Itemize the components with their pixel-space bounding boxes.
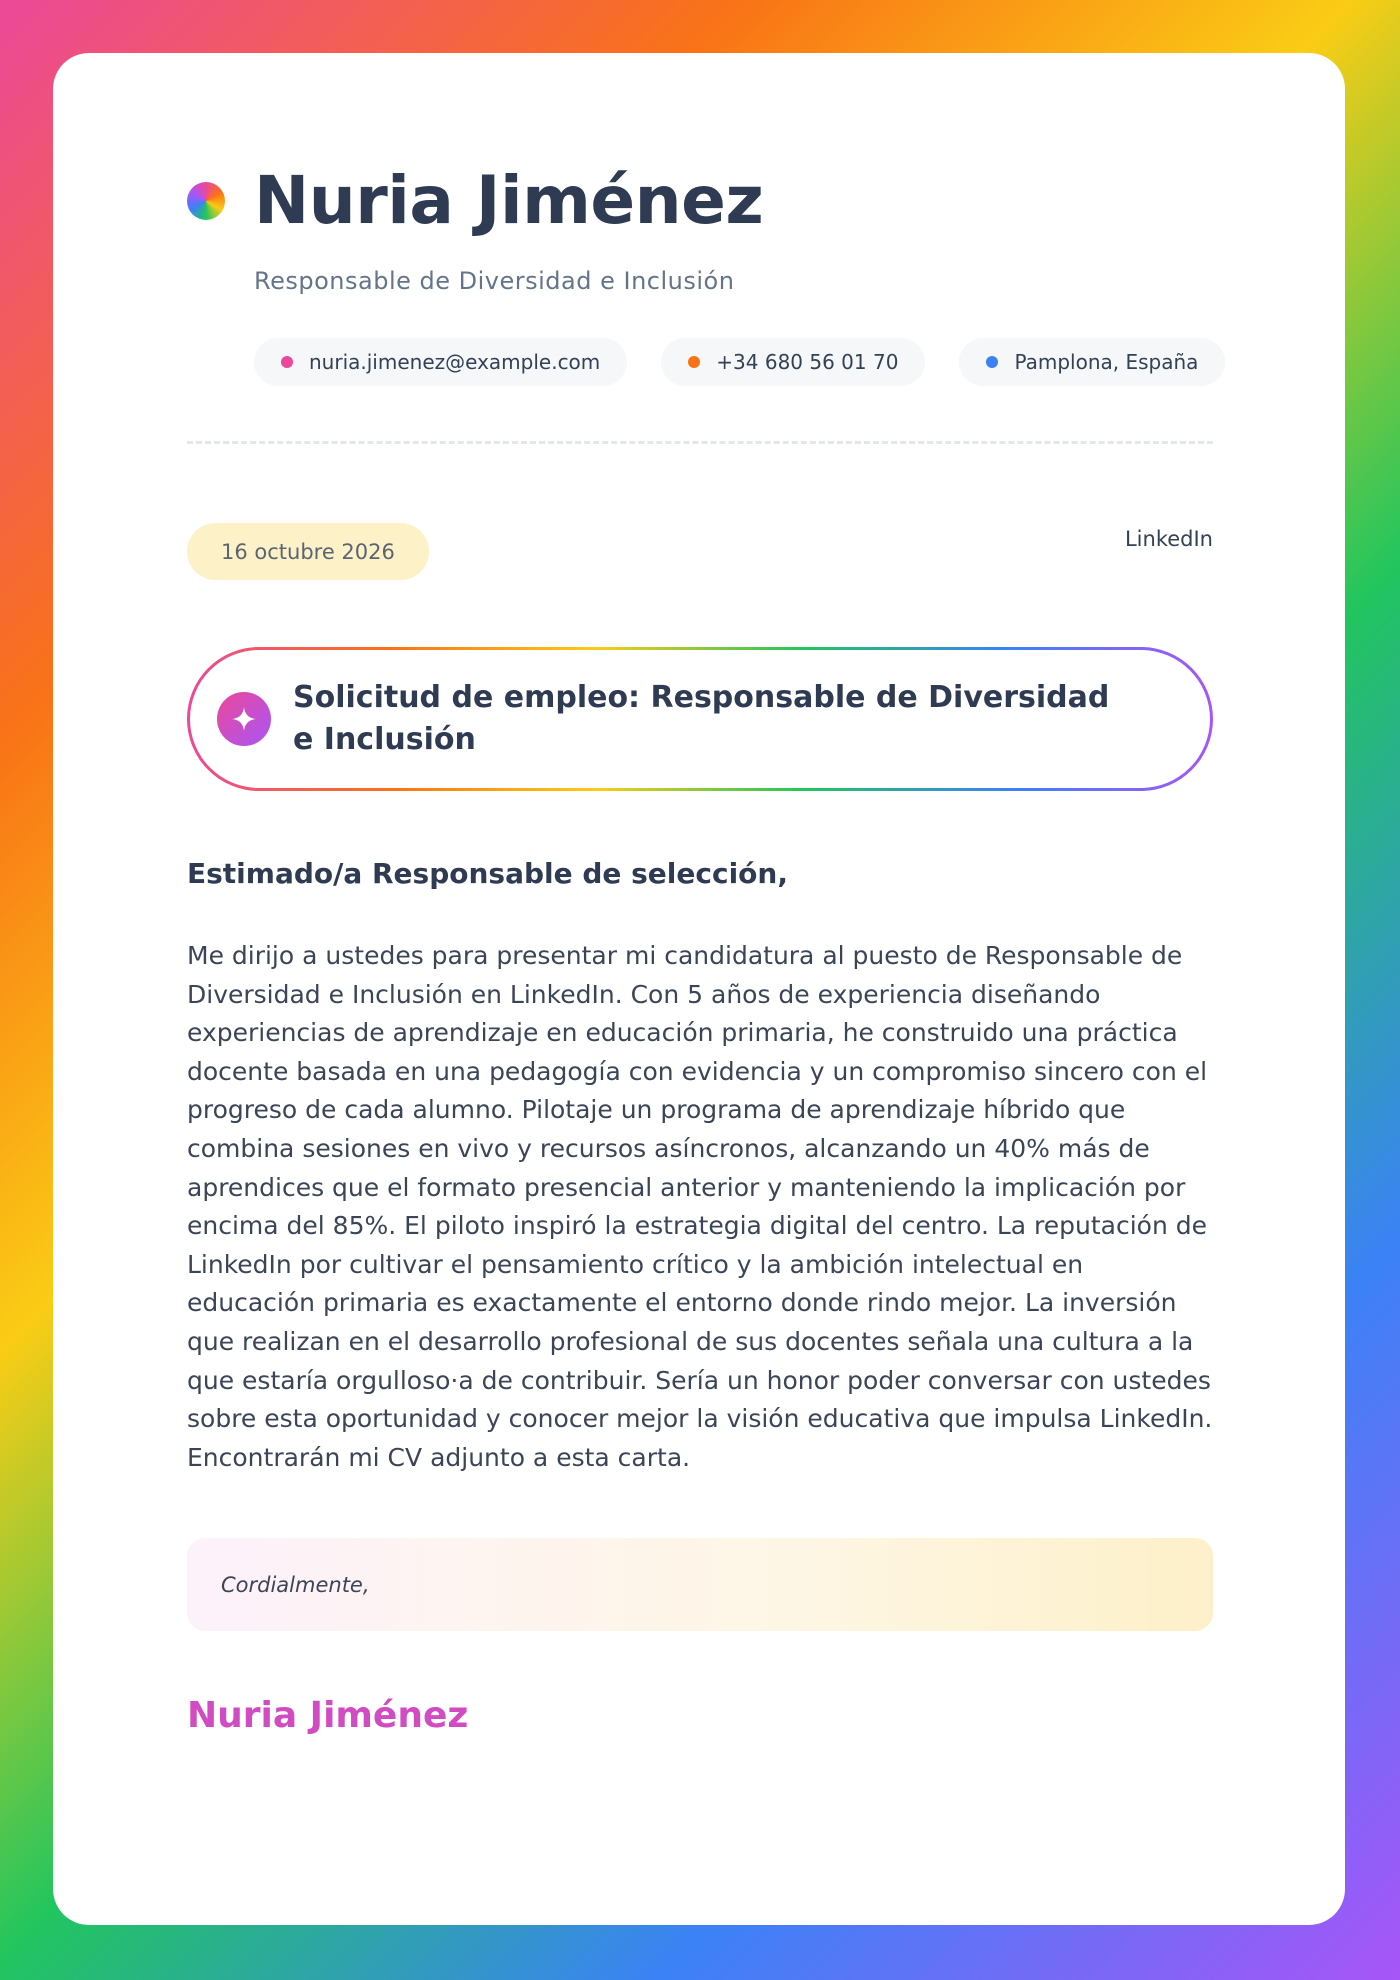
letter-signature: Nuria Jiménez (187, 1695, 469, 1736)
subject-banner-inner (190, 650, 1210, 788)
letter-greeting: Estimado/a Responsable de selección, (187, 857, 788, 890)
dot-icon (688, 356, 700, 368)
contact-email[interactable] (254, 338, 627, 386)
contact-email-label: nuria.jimenez@example.com (309, 350, 601, 374)
sparkle-icon (217, 692, 271, 746)
contact-location (959, 338, 1225, 386)
letter-closing: Cordialmente, (221, 1572, 370, 1597)
rainbow-dot-icon (187, 182, 225, 220)
header-name-row (187, 162, 764, 239)
closing-box (187, 1538, 1213, 1631)
letter-body: Me dirijo a ustedes para presentar mi candidatura al puesto de Responsable de Diversidad e Inclusión en LinkedIn. Con 5 años de experiencia diseñando experiencias de aprendizaje en educación primaria, he construido una práctica docente basada en una pedagogía con evidencia y un compromiso sincero con el progreso de cada alumno. Pilotaje un programa de aprendizaje híbrido que combina sesiones en vivo y recursos asíncronos, alcanzando un 40% más de aprendices que el formato presencial anterior y manteniendo la implicación por encima del 85%. El piloto inspiró la estrategia digital del centro. La reputación de LinkedIn por cultivar el pensamiento crítico y la ambición intelectual en educación primaria es exactamente el entorno donde rindo mejor. La inversión que realizan en el desarrollo profesional de sus docentes señala una cultura a la que estaría orgulloso·a de contribuir. Sería un honor poder conversar con ustedes sobre esta oportunidad y conocer mejor la visión educativa que impulsa LinkedIn. Encontrarán mi CV adjunto a esta carta. (187, 941, 1213, 1472)
company-name: LinkedIn (1124, 527, 1213, 551)
applicant-name: Nuria Jiménez (254, 162, 764, 239)
contact-chips (254, 338, 1259, 386)
subject-title: Solicitud de empleo: Responsable de Diversidad e Inclusión (293, 680, 1110, 757)
date-badge: 16 octubre 2026 (187, 523, 429, 580)
contact-location-label: Pamplona, España (1014, 350, 1199, 374)
letter-card (53, 53, 1345, 1925)
contact-phone-label: +34 680 56 01 70 (716, 350, 899, 374)
header-divider (187, 441, 1213, 444)
contact-phone[interactable] (661, 338, 925, 386)
applicant-role: Responsable de Diversidad e Inclusión (254, 267, 735, 295)
dot-icon (986, 356, 998, 368)
dot-icon (281, 356, 293, 368)
subject-banner (187, 647, 1213, 791)
